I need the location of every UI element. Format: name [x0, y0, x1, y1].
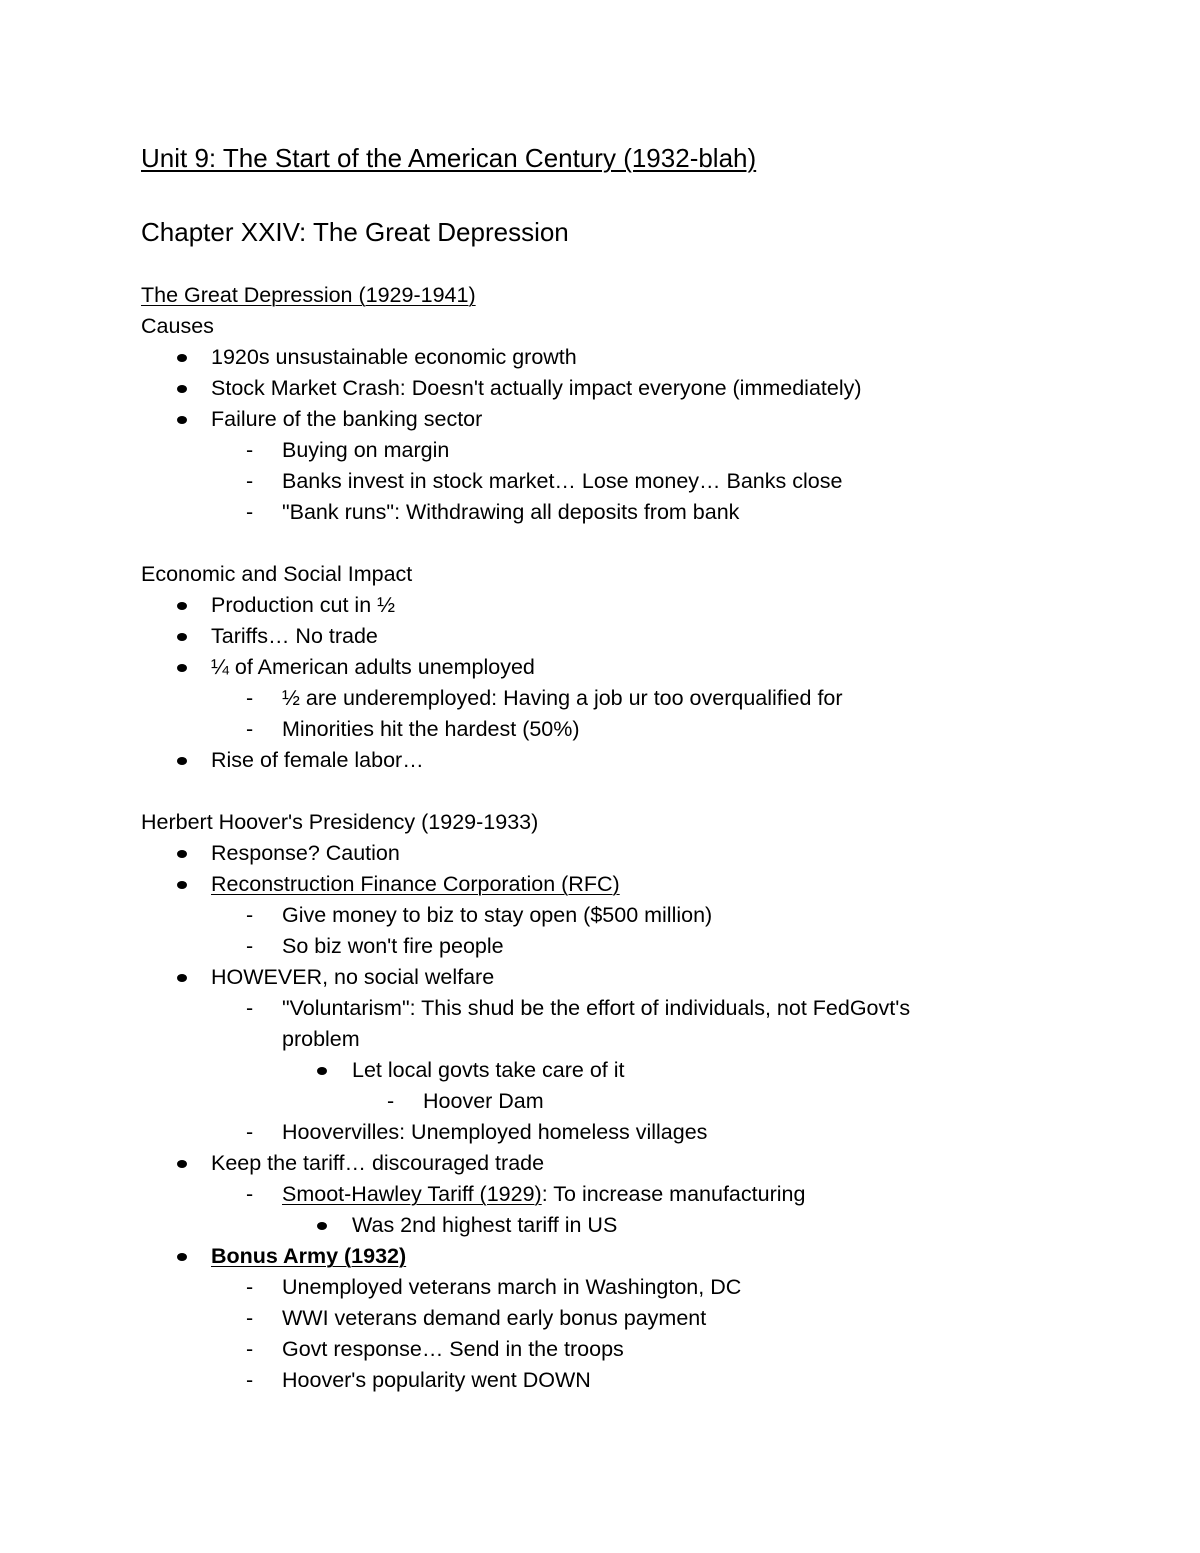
list-item-text: Rise of female labor…	[211, 748, 424, 772]
list-item	[141, 590, 1141, 621]
list-item-text: : To increase manufacturing	[541, 1182, 806, 1206]
list-item-text: Govt response… Send in the troops	[282, 1337, 624, 1361]
list-item	[141, 404, 1141, 435]
list-subitem: - Smoot-Hawley Tariff (1929): To increase manufacturing	[246, 1182, 806, 1206]
list-subitem: - So biz won't fire people	[246, 934, 504, 958]
list-item-text: Tariffs… No trade	[211, 624, 378, 648]
section-heading-great-depression: The Great Depression (1929-1941)	[141, 283, 476, 307]
list-item	[141, 1148, 1141, 1179]
list-subitem	[141, 1210, 1141, 1241]
list-subitem: - Buying on margin	[246, 438, 450, 462]
list-subitem: - "Bank runs": Withdrawing all deposits from bank	[246, 500, 740, 524]
list-subitem: - ½ are underemployed: Having a job ur too overqualified for	[246, 686, 843, 710]
list-item	[141, 621, 1141, 652]
list-item-text: ½ are underemployed: Having a job ur too overqualified for	[282, 686, 843, 710]
list-item-text: Banks invest in stock market… Lose money… Banks close	[282, 469, 843, 493]
list-item-text: ¼ of American adults unemployed	[211, 655, 535, 679]
list-item-text: Response? Caution	[211, 841, 400, 865]
list-item	[141, 1241, 1141, 1272]
unit-title: Unit 9: The Start of the American Century (1932-blah)	[141, 143, 757, 173]
list-item-text: Hoover's popularity went DOWN	[282, 1368, 591, 1392]
list-item-text: WWI veterans demand early bonus payment	[282, 1306, 707, 1330]
list-item-text: Production cut in ½	[211, 593, 396, 617]
list-item	[141, 838, 1141, 869]
document-page	[141, 140, 1141, 1396]
list-item-text: Give money to biz to stay open ($500 million)	[282, 903, 713, 927]
list-item	[141, 342, 1141, 373]
list-subitem: - Govt response… Send in the troops	[246, 1337, 624, 1361]
list-item-text: So biz won't fire people	[282, 934, 504, 958]
list-item	[141, 373, 1141, 404]
list-item-text: Let local govts take care of it	[352, 1058, 625, 1082]
list-subitem: - WWI veterans demand early bonus payment	[246, 1306, 707, 1330]
list-item-text: Hoovervilles: Unemployed homeless villages	[282, 1120, 708, 1144]
list-item-text: Hoover Dam	[423, 1089, 544, 1113]
list-subitem: - Hoover's popularity went DOWN	[246, 1368, 591, 1392]
list-item-text: 1920s unsustainable economic growth	[211, 345, 577, 369]
list-subitem: - Give money to biz to stay open ($500 million)	[246, 903, 713, 927]
list-item-text: Keep the tariff… discouraged trade	[211, 1151, 545, 1175]
list-item	[141, 962, 1141, 993]
list-subitem: - Hoover Dam	[387, 1089, 544, 1113]
list-item-text: Unemployed veterans march in Washington, DC	[282, 1275, 742, 1299]
chapter-title: Chapter XXIV: The Great Depression	[141, 217, 569, 247]
list-subitem: - Minorities hit the hardest (50%)	[246, 717, 580, 741]
list-item-text: Stock Market Crash: Doesn't actually impact everyone (immediately)	[211, 376, 862, 400]
list-item-text: "Bank runs": Withdrawing all deposits from bank	[282, 500, 740, 524]
section-heading-hoover-presidency: Herbert Hoover's Presidency (1929-1933)	[141, 810, 539, 834]
list-subitem	[141, 1055, 1141, 1086]
list-item-text: HOWEVER, no social welfare	[211, 965, 495, 989]
section-heading-economic-impact: Economic and Social Impact	[141, 562, 413, 586]
list-item	[141, 652, 1141, 683]
list-subitem: - Banks invest in stock market… Lose money… Banks close	[246, 469, 843, 493]
list-item-text: Failure of the banking sector	[211, 407, 483, 431]
list-item	[141, 745, 1141, 776]
list-subitem: - Hoovervilles: Unemployed homeless villages	[246, 1120, 708, 1144]
list-item	[141, 869, 1141, 900]
list-item-text: Was 2nd highest tariff in US	[352, 1213, 618, 1237]
causes-label: Causes	[141, 314, 214, 338]
bonus-army-term: Bonus Army (1932)	[211, 1244, 407, 1268]
smoot-hawley-term: Smoot-Hawley Tariff (1929)	[282, 1182, 542, 1206]
list-subitem: - Unemployed veterans march in Washington, DC	[246, 1275, 742, 1299]
list-item-text: Minorities hit the hardest (50%)	[282, 717, 580, 741]
list-item-text: "Voluntarism": This shud be the effort of individuals, not FedGovt's problem	[282, 996, 911, 1051]
list-subitem: - "Voluntarism": This shud be the effort of individuals, not FedGovt's problem	[141, 993, 1141, 1055]
rfc-term: Reconstruction Finance Corporation (RFC)	[211, 872, 620, 896]
list-item-text: Buying on margin	[282, 438, 450, 462]
